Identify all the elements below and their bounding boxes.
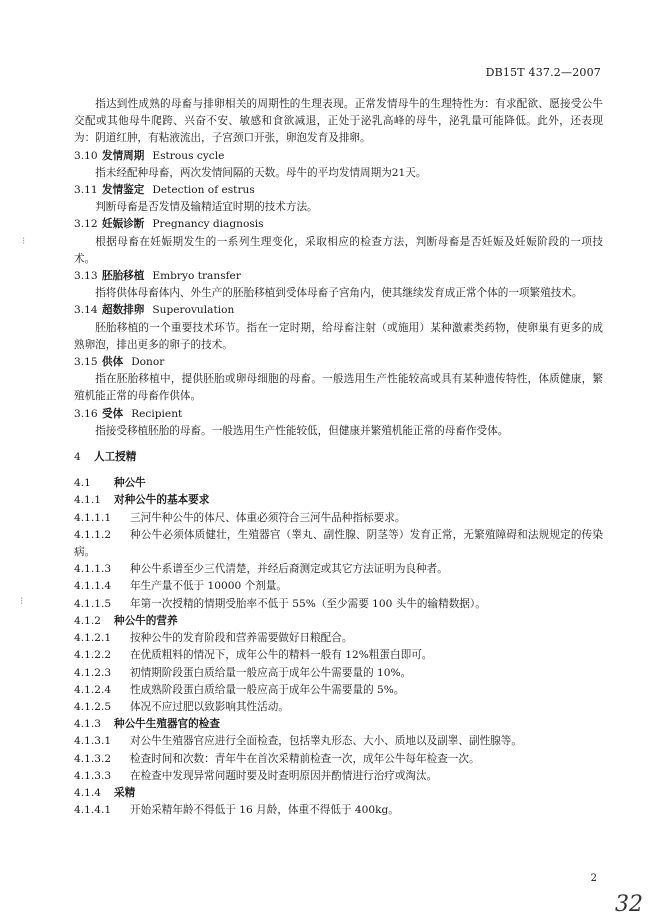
term-3-10	[74, 148, 603, 182]
term-definition: 指未经配种母畜，两次发情间隔的天数。母牛的平均发情周期为21天。	[95, 166, 427, 179]
clause-number: 4.1.2.2	[74, 649, 112, 662]
standard-number: DB15T 437.2—2007	[485, 66, 601, 79]
term-definition: 指在胚胎移植中，提供胚胎或卵母细胞的母畜。一般选用生产性能较高或具有某种遗传特性，体质健康，繁殖机能正常的母畜作供体。	[74, 373, 603, 403]
term-en: Detection of estrus	[152, 184, 255, 197]
clause-item	[74, 699, 603, 716]
term-3-14	[74, 302, 603, 354]
term-number: 3.10	[74, 149, 98, 162]
clause-text: 对公牛生殖器官应进行全面检查，包括睾丸形态、大小、质地以及副睾、副性腺等。	[130, 735, 522, 748]
subsection-heading	[74, 613, 603, 630]
subsection-title: 采精	[114, 786, 136, 799]
clause-item	[74, 751, 603, 768]
clause-text: 种公牛必须体质健壮，生殖器官（睾丸、副性腺、阴茎等）发育正常，无繁殖障碍和法规规定的传染病。	[74, 528, 603, 559]
clause-number: 4.1.2.5	[74, 700, 112, 713]
section-heading	[74, 449, 603, 466]
term-en: Recipient	[131, 407, 183, 420]
term-number: 3.15	[74, 356, 98, 369]
term-definition: 根据母畜在妊娠期发生的一系列生理变化，采取相应的检查方法，判断母畜是否妊娠及妊娠阶段的一项技术。	[74, 235, 603, 265]
term-definition: 指接受移植胚胎的母畜。一般选用生产性能较低，但健康并繁殖机能正常的母畜作受体。	[95, 424, 509, 437]
term-3-15	[74, 354, 603, 406]
clause-number: 4.1.1.3	[74, 563, 112, 576]
clause-item	[74, 665, 603, 682]
section-title: 人工授精	[94, 451, 137, 464]
term-number: 3.16	[74, 407, 98, 420]
clause-item	[74, 647, 603, 664]
subsection-number: 4.1.2	[74, 614, 101, 627]
term-en: Embryo transfer	[152, 270, 241, 283]
handwritten-page-mark: 32	[615, 892, 643, 917]
subsection-number: 4.1.4	[74, 786, 101, 799]
clause-number: 4.1.2.3	[74, 666, 112, 679]
scan-mark: ⁝	[20, 596, 24, 607]
clause-item	[74, 596, 603, 613]
clause-number: 4.1.3.1	[74, 735, 112, 748]
clause-item	[74, 578, 603, 595]
clause-number: 4.1.1.1	[74, 511, 112, 524]
term-definition: 指将供体母畜体内、外生产的胚胎移植到受体母畜子宫角内，使其继续发育成正常个体的一项繁殖技术。	[95, 287, 583, 300]
clause-item	[74, 510, 603, 527]
clause-text: 按种公牛的发育阶段和营养需要做好日粮配合。	[130, 632, 353, 645]
clause-item	[74, 733, 603, 750]
subsection-heading	[74, 716, 603, 733]
term-number: 3.14	[74, 304, 98, 317]
subsection-title: 种公牛	[114, 477, 146, 490]
term-number: 3.11	[74, 184, 98, 197]
clause-text: 三河牛种公牛的体尺、体重必须符合三河牛品种指标要求。	[130, 511, 406, 524]
clause-number: 4.1.4.1	[74, 804, 112, 817]
clause-number: 4.1.2.1	[74, 632, 112, 645]
clause-number: 4.1.1.4	[74, 580, 112, 593]
clause-number: 4.1.2.4	[74, 683, 112, 696]
term-zh: 供体	[102, 356, 124, 369]
term-number: 3.13	[74, 270, 98, 283]
clause-number: 4.1.1.2	[74, 528, 112, 541]
clause-item	[74, 682, 603, 699]
clause-text: 种公牛系谱至少三代清楚，并经后裔测定或其它方法证明为良种者。	[130, 563, 448, 576]
subsection-heading	[74, 492, 603, 509]
clause-text: 体况不应过肥以致影响其性活动。	[130, 700, 289, 713]
term-number: 3.12	[74, 218, 98, 231]
clause-number: 4.1.1.5	[74, 597, 112, 610]
term-definition: 胚胎移植的一个重要技术环节。指在一定时期，给母畜注射（或施用）某种激素类药物，使卵巢有更多的成熟卵泡，排出更多的卵子的技术。	[74, 321, 603, 351]
clause-text: 初情期阶段蛋白质给量一般应高于成年公牛需要量的 10%。	[130, 666, 412, 679]
term-3-13	[74, 268, 603, 302]
term-zh: 超数排卵	[102, 304, 145, 317]
subsection-title: 种公牛生殖器官的检查	[114, 718, 220, 731]
intro-paragraph: 指达到性成熟的母畜与排卵相关的周期性的生理表现。正常发情母牛的生理特性为：有求配欲、愿接受公牛交配或其他母牛爬跨、兴奋不安、敏感和食欲减退，正处于泌乳高峰的母牛，泌乳量可能降低。此外，还表现为：阴道红肿，有粘液流出，子宫颈口开张，卵泡发育及排卵。	[74, 98, 603, 145]
subsection-number: 4.1.3	[74, 718, 101, 731]
clause-text: 在检查中发现异常问题时要及时查明原因并酌情进行治疗或淘汰。	[130, 769, 438, 782]
section-number: 4	[74, 451, 81, 464]
subsection-number: 4.1	[74, 477, 91, 490]
clause-item	[74, 630, 603, 647]
page-number: 2	[590, 873, 597, 884]
subsection-title: 种公牛的营养	[114, 614, 178, 627]
clause-text: 在优质粗料的情况下，成年公牛的精料一般有 12%粗蛋白即可。	[130, 649, 433, 662]
subsection-heading	[74, 475, 603, 492]
scan-mark: ⁝	[22, 236, 26, 247]
term-zh: 发情周期	[102, 149, 145, 162]
term-en: Donor	[131, 356, 165, 369]
term-zh: 妊娠诊断	[102, 218, 145, 231]
term-zh: 发情鉴定	[102, 184, 145, 197]
clause-item	[74, 802, 603, 819]
document-body	[74, 96, 603, 819]
term-3-16	[74, 406, 603, 440]
term-zh: 受体	[102, 407, 124, 420]
term-en: Estrous cycle	[152, 149, 225, 162]
clause-number: 4.1.3.2	[74, 752, 112, 765]
subsection-heading	[74, 785, 603, 802]
term-en: Superovulation	[152, 304, 235, 317]
term-3-11	[74, 182, 603, 216]
term-en: Pregnancy diagnosis	[152, 218, 264, 231]
clause-item	[74, 527, 603, 561]
term-3-12	[74, 216, 603, 268]
term-zh: 胚胎移植	[102, 270, 145, 283]
subsection-title: 对种公牛的基本要求	[114, 494, 210, 507]
clause-number: 4.1.3.3	[74, 769, 112, 782]
clause-item	[74, 768, 603, 785]
clause-text: 性成熟阶段蛋白质给量一般应高于成年公牛需要量的 5%。	[130, 683, 405, 696]
clause-text: 年第一次授精的情期受胎率不低于 55%（至少需要 100 头牛的输精数据）。	[130, 597, 486, 610]
subsection-number: 4.1.1	[74, 494, 101, 507]
clause-text: 开始采精年龄不得低于 16 月龄，体重不得低于 400kg。	[130, 804, 399, 817]
clause-item	[74, 561, 603, 578]
clause-text: 年生产量不低于 10000 个剂量。	[130, 580, 287, 593]
clause-text: 检查时间和次数：青年牛在首次采精前检查一次，成年公牛每年检查一次。	[130, 752, 480, 765]
term-definition: 判断母畜是否发情及输精适宜时期的技术方法。	[95, 201, 318, 214]
